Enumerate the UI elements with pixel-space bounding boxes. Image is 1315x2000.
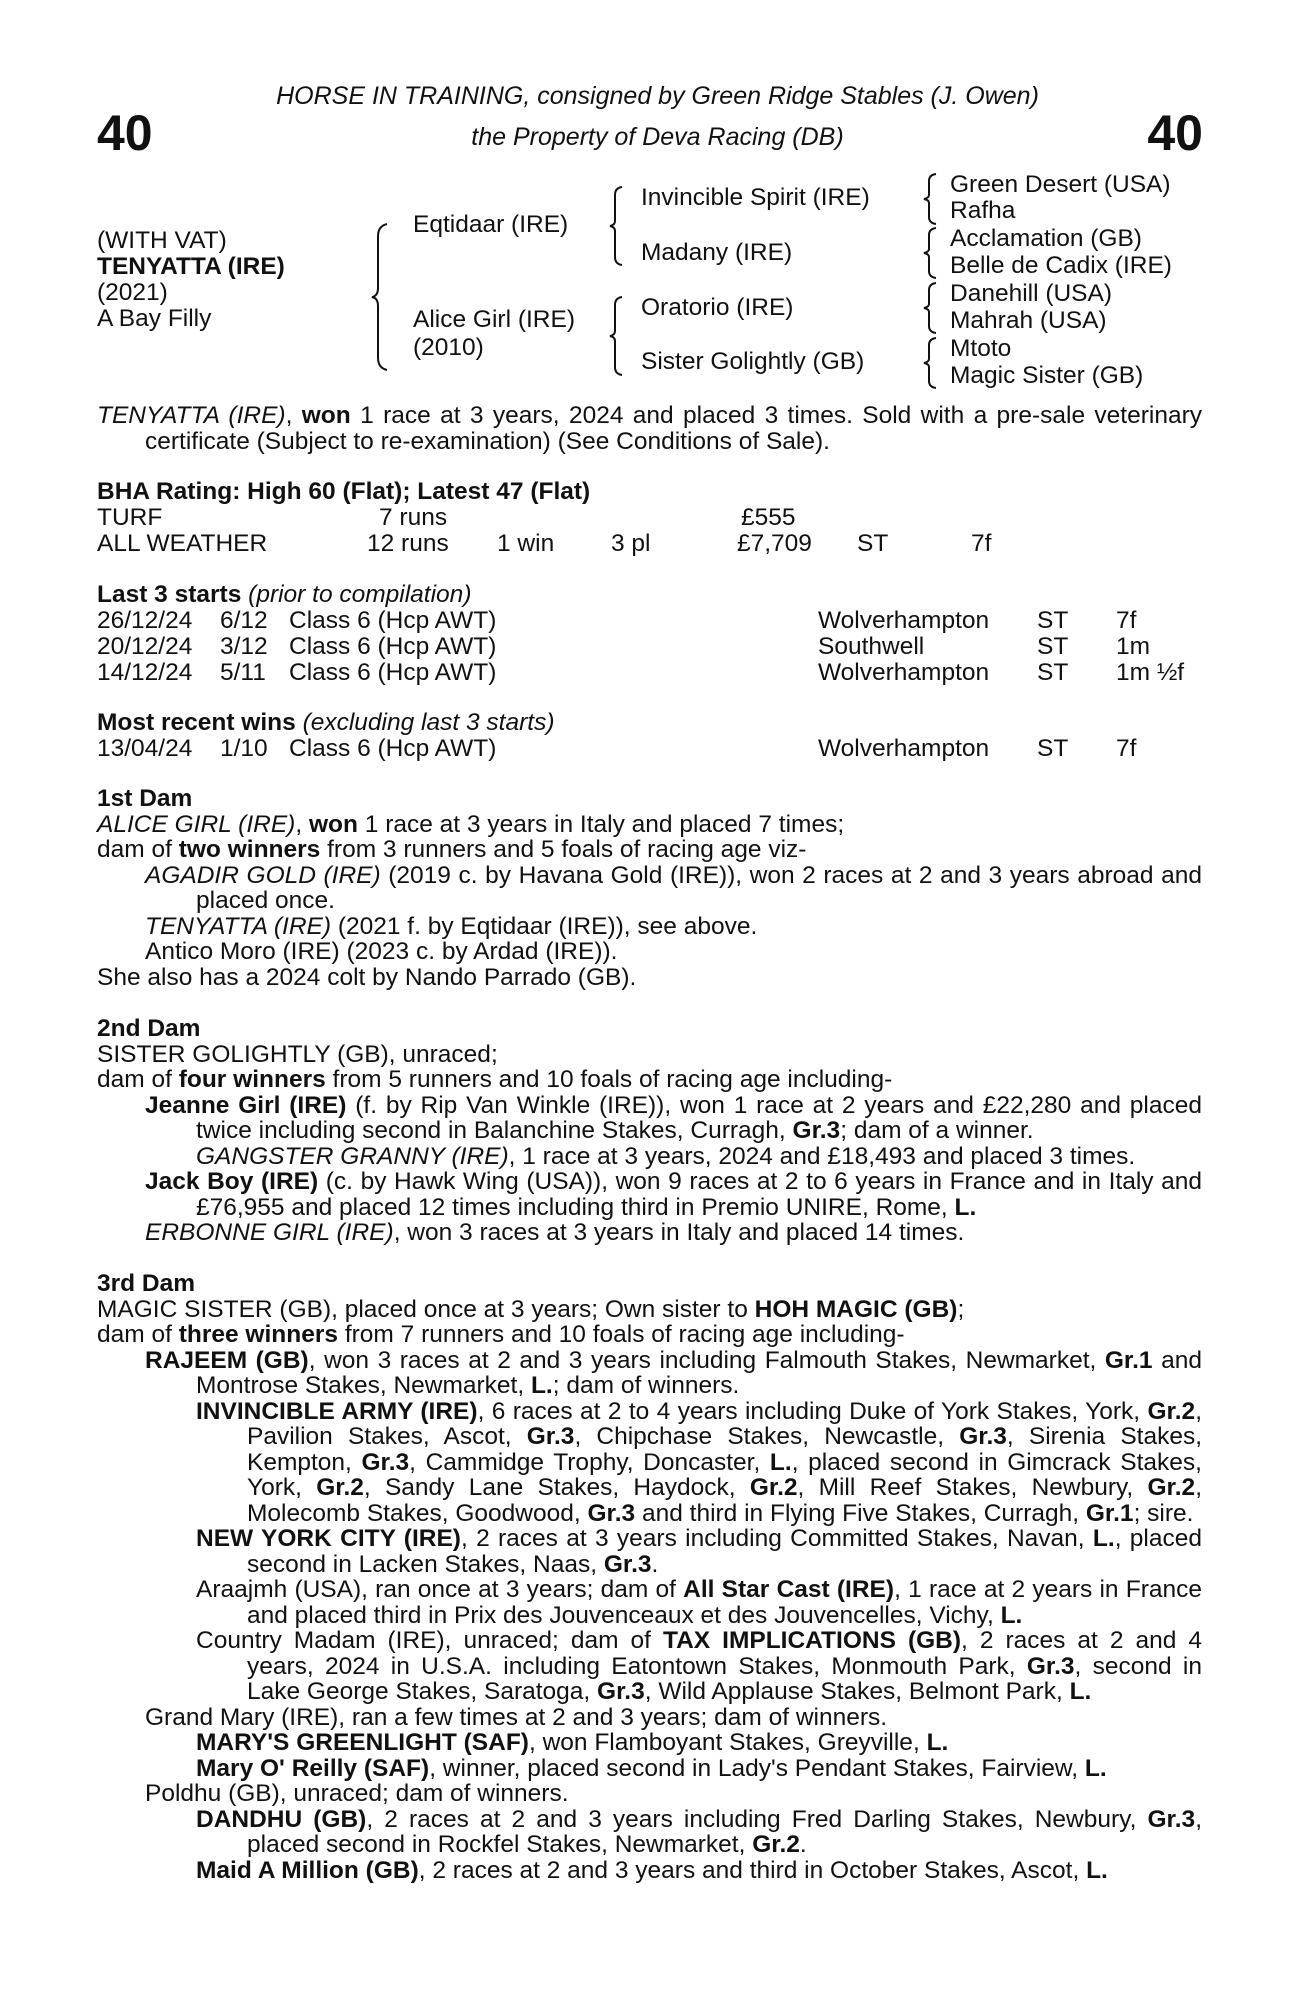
progeny-name: TENYATTA (IRE)	[145, 912, 332, 940]
rating-runs: 7 runs	[379, 504, 448, 531]
grade: Gr.3	[959, 1423, 1007, 1450]
dam2-line2	[97, 1067, 1202, 1093]
dam2-section	[97, 1016, 1202, 1246]
recent-heading: Most recent wins	[97, 709, 296, 736]
text: , Cammidge Trophy, Doncaster,	[409, 1448, 770, 1476]
progeny-name: GANGSTER GRANNY (IRE)	[196, 1142, 509, 1170]
progeny-name: MARY'S GREENLIGHT (SAF)	[196, 1729, 529, 1756]
pedigree-dam-dam: Sister Golightly (GB)	[641, 348, 865, 375]
text: from 7 runners and 10 foals of racing age including-	[338, 1321, 905, 1348]
text: , Chipchase Stakes, Newcastle,	[574, 1423, 960, 1450]
rating-prize: £7,709	[737, 530, 812, 557]
dam2-grandprogeny	[97, 1144, 1202, 1170]
progeny-name: DANDHU (GB)	[196, 1805, 367, 1833]
text: , 2 races at 3 years including Committed Stakes, Navan,	[460, 1525, 1093, 1552]
grade: L.	[769, 1448, 792, 1476]
horse-year: (2021)	[97, 279, 168, 306]
run-position: 1/10	[220, 735, 268, 762]
text: ; dam of a winner.	[840, 1117, 1034, 1144]
text: , placed second in Lacken Stakes, Naas,	[247, 1525, 1203, 1578]
text: MAGIC SISTER (GB), placed once at 3 years; Own sister to	[97, 1295, 755, 1323]
rating-wins: 1 win	[497, 530, 555, 557]
lot-number-left: 40	[97, 105, 153, 161]
run-position: 6/12	[220, 607, 268, 634]
consignor-line: HORSE IN TRAINING, consigned by Green Ridge Stables (J. Owen)	[276, 82, 1039, 110]
text: , winner, placed second in Lady's Pendant Stakes, Fairview,	[429, 1754, 1085, 1782]
run-date: 14/12/24	[97, 659, 193, 686]
dam1-name: ALICE GIRL (IRE)	[97, 810, 296, 838]
rating-places: 3 pl	[611, 530, 651, 557]
property-line: the Property of Deva Racing (DB)	[471, 123, 844, 151]
run-race: Class 6 (Hcp AWT)	[289, 607, 497, 634]
text: and Montrose Stakes, Newmarket,	[196, 1346, 1202, 1399]
progeny-name: Jeanne Girl (IRE)	[145, 1091, 347, 1119]
text: (2021 f. by Eqtidaar (IRE)), see above.	[331, 912, 758, 940]
run-course: Wolverhampton	[818, 735, 990, 762]
text: , won 3 races at 3 years in Italy and placed 14 times.	[393, 1219, 965, 1246]
text: , 2 races at 2 and 3 years and third in October Stakes, Ascot,	[418, 1856, 1087, 1884]
dam1-foal-note: She also has a 2024 colt by Nando Parrado (GB).	[97, 963, 637, 991]
text: .	[799, 1831, 807, 1858]
text: , 6 races at 2 to 4 years including Duke of York Stakes, York,	[477, 1397, 1148, 1425]
dam1-progeny: Antico Moro (IRE) (2023 c. by Ardad (IRE)).	[145, 938, 618, 965]
dam3-line1	[97, 1297, 1202, 1323]
grade: Gr.2	[1147, 1474, 1196, 1501]
dam2-progeny	[97, 1169, 1202, 1220]
rating-dist: 7f	[971, 530, 992, 557]
summary-won: won	[301, 402, 351, 429]
progeny-name: All Star Cast (IRE)	[683, 1576, 895, 1603]
run-position: 5/11	[220, 659, 266, 686]
grade: Gr.3	[361, 1448, 410, 1476]
text: , Mill Reef Stakes, Newbury,	[797, 1474, 1148, 1501]
text: (f. by Rip Van Winkle (IRE)), won 1 race at 2 years and £22,280 and placed twice including second in Balanchine Stakes, Curragh,	[196, 1091, 1202, 1144]
text: dam of	[97, 1066, 179, 1093]
text: , won Flamboyant Stakes, Greyville,	[528, 1729, 927, 1756]
dam1-won: won	[308, 810, 358, 838]
run-going: ST	[1037, 633, 1069, 660]
grade: Gr.3	[1147, 1805, 1196, 1833]
run-going: ST	[1037, 659, 1069, 686]
progeny-name: NEW YORK CITY (IRE)	[196, 1525, 461, 1552]
grade: L.	[1092, 1525, 1115, 1552]
last3-heading-line	[97, 582, 471, 608]
pedigree-ssd: Rafha	[950, 197, 1016, 224]
run-race: Class 6 (Hcp AWT)	[289, 633, 497, 660]
run-distance: 7f	[1116, 607, 1137, 634]
dam3-grandprogeny	[97, 1756, 1202, 1782]
dam2-winners: four winners	[178, 1066, 326, 1093]
text: , 2 races at 2 and 3 years including Fred Darling Stakes, Newbury,	[366, 1805, 1148, 1833]
text: Araajmh (USA), ran once at 3 years; dam of	[196, 1576, 684, 1603]
dam1-record: 1 race at 3 years in Italy and placed 7 times;	[357, 810, 845, 838]
text: , second in Lake George Stakes, Saratoga,	[247, 1652, 1202, 1705]
pedigree-sire-dam: Madany (IRE)	[641, 239, 793, 266]
run-distance: 7f	[1116, 735, 1137, 762]
pedigree-dsd: Mahrah (USA)	[950, 307, 1107, 334]
grade: L.	[954, 1193, 977, 1221]
progeny-name: INVINCIBLE ARMY (IRE)	[196, 1397, 478, 1425]
text: from 5 runners and 10 foals of racing age including-	[325, 1066, 893, 1093]
text: dam of	[97, 836, 179, 863]
pedigree-dds: Mtoto	[950, 335, 1012, 362]
vat-note: (WITH VAT)	[97, 227, 227, 254]
pedigree-sire: Eqtidaar (IRE)	[413, 211, 569, 238]
sibling-name: HOH MAGIC (GB)	[754, 1295, 958, 1323]
pedigree-brace-dam	[608, 295, 624, 377]
pedigree-dam: Alice Girl (IRE)	[413, 306, 575, 333]
grade: Gr.2	[1147, 1397, 1196, 1425]
text: , placed second in Rockfel Stakes, Newmarket,	[247, 1805, 1202, 1858]
summary-text: 1 race at 3 years, 2024 and placed 3 times. Sold with a pre-sale veterinary certificate (Subject to re-examination) (See Conditions of Sale).	[145, 402, 1202, 455]
run-distance: 1m	[1116, 633, 1151, 660]
text: from 3 runners and 5 foals of racing age viz-	[320, 836, 807, 863]
grade: Gr.2	[316, 1474, 364, 1501]
run-date: 13/04/24	[97, 735, 193, 762]
dam3-progeny	[97, 1348, 1202, 1399]
dam3-grandprogeny	[97, 1858, 1202, 1884]
dam1-winners: two winners	[178, 836, 321, 863]
pedigree-brace-dd	[922, 336, 938, 390]
grade: L.	[530, 1372, 553, 1399]
dam2-progeny	[97, 1220, 1202, 1246]
text: (2019 c. by Havana Gold (IRE)), won 2 races at 2 and 3 years abroad and placed once.	[196, 861, 1202, 914]
pedigree-sds: Acclamation (GB)	[950, 225, 1142, 252]
text: ; dam of winners.	[552, 1372, 740, 1399]
pedigree-brace-ss	[922, 172, 938, 226]
dam3-grandprogeny	[97, 1730, 1202, 1756]
rating-surface: TURF	[97, 504, 163, 531]
grade: Gr.3	[597, 1678, 645, 1705]
dam3-progeny: Poldhu (GB), unraced; dam of winners.	[145, 1780, 569, 1807]
run-course: Wolverhampton	[818, 659, 990, 686]
horse-description: A Bay Filly	[97, 305, 212, 332]
dam2-progeny	[97, 1093, 1202, 1144]
last3-heading: Last 3 starts	[97, 581, 242, 608]
text: , Molecomb Stakes, Goodwood,	[247, 1474, 1202, 1527]
progeny-name: AGADIR GOLD (IRE)	[145, 861, 381, 889]
rating-heading: BHA Rating: High 60 (Flat); Latest 47 (Flat)	[97, 478, 591, 505]
text: , Pavilion Stakes, Ascot,	[247, 1397, 1202, 1450]
dam2-heading: 2nd Dam	[97, 1015, 201, 1042]
grade: Gr.3	[603, 1550, 652, 1578]
text: , 1 race at 3 years, 2024 and £18,493 and placed 3 times.	[508, 1142, 1136, 1170]
progeny-name: Jack Boy (IRE)	[145, 1168, 319, 1195]
dam3-grandprogeny	[97, 1807, 1202, 1858]
run-going: ST	[1037, 735, 1069, 762]
pedigree-brace-sd	[922, 226, 938, 280]
text: ;	[957, 1295, 965, 1323]
grade: Gr.2	[749, 1474, 798, 1501]
dam3-grandprogeny	[97, 1526, 1202, 1577]
pedigree-sss: Green Desert (USA)	[950, 171, 1171, 198]
dam2-line1: SISTER GOLIGHTLY (GB), unraced;	[97, 1040, 498, 1068]
dam3-winners: three winners	[178, 1321, 339, 1348]
dam1-progeny	[97, 863, 1202, 914]
grade: Gr.2	[752, 1831, 800, 1858]
grade: Gr.3	[792, 1117, 841, 1144]
text: dam of	[97, 1321, 179, 1348]
summary-paragraph: TENYATTA (IRE), won 1 race at 3 years, 2024 and placed 3 times. Sold with a pre-sale veterinary certificate (Subject to re-examination) (See Conditions of Sale).	[97, 402, 1202, 455]
run-course: Southwell	[818, 633, 925, 660]
run-race: Class 6 (Hcp AWT)	[289, 735, 497, 762]
progeny-name: TAX IMPLICATIONS (GB)	[662, 1627, 962, 1654]
dam3-grandprogeny	[97, 1628, 1202, 1705]
lot-number-right: 40	[1147, 105, 1203, 161]
run-distance: 1m ½f	[1116, 659, 1185, 686]
pedigree-sire-sire: Invincible Spirit (IRE)	[641, 184, 870, 211]
rating-surface: ALL WEATHER	[97, 530, 268, 557]
progeny-name: RAJEEM (GB)	[145, 1346, 309, 1374]
dam3-line2	[97, 1322, 1202, 1348]
grade: Gr.3	[587, 1499, 636, 1527]
grade: L.	[1000, 1601, 1023, 1629]
recent-heading-line	[97, 710, 554, 736]
dam1-heading: 1st Dam	[97, 785, 193, 812]
dam3-grandprogeny	[97, 1577, 1202, 1628]
run-going: ST	[1037, 607, 1069, 634]
grade: L.	[1084, 1754, 1107, 1782]
rating-going: ST	[857, 530, 889, 557]
text: , won 3 races at 2 and 3 years including Falmouth Stakes, Newmarket,	[308, 1346, 1105, 1374]
text: , placed second in Gimcrack Stakes, York,	[247, 1448, 1202, 1501]
pedigree-dss: Danehill (USA)	[950, 280, 1113, 307]
run-position: 3/12	[220, 633, 268, 660]
pedigree-sdd: Belle de Cadix (IRE)	[950, 252, 1172, 279]
text: , Wild Applause Stakes, Belmont Park,	[644, 1678, 1070, 1705]
pedigree-dam-sire: Oratorio (IRE)	[641, 294, 794, 321]
pedigree-brace-sire	[608, 185, 624, 267]
summary-horse-name: TENYATTA (IRE)	[97, 402, 286, 429]
dam1-line1: ALICE GIRL (IRE), won 1 race at 3 years in Italy and placed 7 times;	[97, 810, 845, 838]
text: , Sandy Lane Stakes, Haydock,	[363, 1474, 750, 1501]
text: .	[651, 1550, 659, 1578]
text: Country Madam (IRE), unraced; dam of	[196, 1627, 663, 1654]
run-date: 20/12/24	[97, 633, 193, 660]
grade: L.	[1086, 1856, 1108, 1884]
text: , 2 races at 2 and 4 years, 2024 in U.S.A. including Eatontown Stakes, Monmouth Park,	[247, 1627, 1202, 1680]
pedigree-brace-ds	[922, 281, 938, 335]
rating-prize: £555	[741, 504, 796, 531]
dam1-section	[97, 786, 1202, 990]
rating-runs: 12 runs	[367, 530, 449, 557]
text: , Sirenia Stakes, Kempton,	[247, 1423, 1203, 1476]
grade: Gr.3	[1026, 1652, 1075, 1680]
text: (c. by Hawk Wing (USA)), won 9 races at 2 to 6 years in France and in Italy and £76,955 and placed 12 times including third in Premio UNIRE, Rome,	[196, 1168, 1202, 1221]
grade: Gr.1	[1104, 1346, 1153, 1374]
text: and third in Flying Five Stakes, Curragh,	[635, 1499, 1086, 1527]
pedigree-dam-year: (2010)	[413, 334, 484, 361]
progeny-name: Mary O' Reilly (SAF)	[196, 1754, 430, 1782]
dam3-progeny: Grand Mary (IRE), ran a few times at 2 and 3 years; dam of winners.	[145, 1703, 888, 1731]
text: ; sire.	[1133, 1499, 1194, 1527]
pedigree-brace-main	[370, 222, 390, 372]
progeny-name: Maid A Million (GB)	[196, 1856, 419, 1884]
horse-name: TENYATTA (IRE)	[97, 253, 285, 280]
grade: Gr.1	[1085, 1499, 1134, 1527]
progeny-name: ERBONNE GIRL (IRE)	[145, 1219, 394, 1246]
dam3-section	[97, 1271, 1202, 1883]
run-date: 26/12/24	[97, 607, 193, 634]
last3-note: (prior to compilation)	[248, 581, 472, 608]
recent-note: (excluding last 3 starts)	[302, 709, 555, 736]
pedigree-ddd: Magic Sister (GB)	[950, 362, 1144, 389]
dam1-progeny	[97, 914, 1202, 940]
dam1-line2	[97, 837, 1202, 863]
run-race: Class 6 (Hcp AWT)	[289, 659, 497, 686]
grade: Gr.3	[526, 1423, 575, 1450]
text: , 1 race at 2 years in France and placed third in Prix des Jouvenceaux et des Jouvencelles, Vichy,	[247, 1576, 1203, 1629]
grade: L.	[1069, 1678, 1092, 1705]
run-course: Wolverhampton	[818, 607, 990, 634]
dam3-grandprogeny	[97, 1399, 1202, 1527]
dam3-heading: 3rd Dam	[97, 1270, 196, 1297]
grade: L.	[926, 1729, 949, 1756]
